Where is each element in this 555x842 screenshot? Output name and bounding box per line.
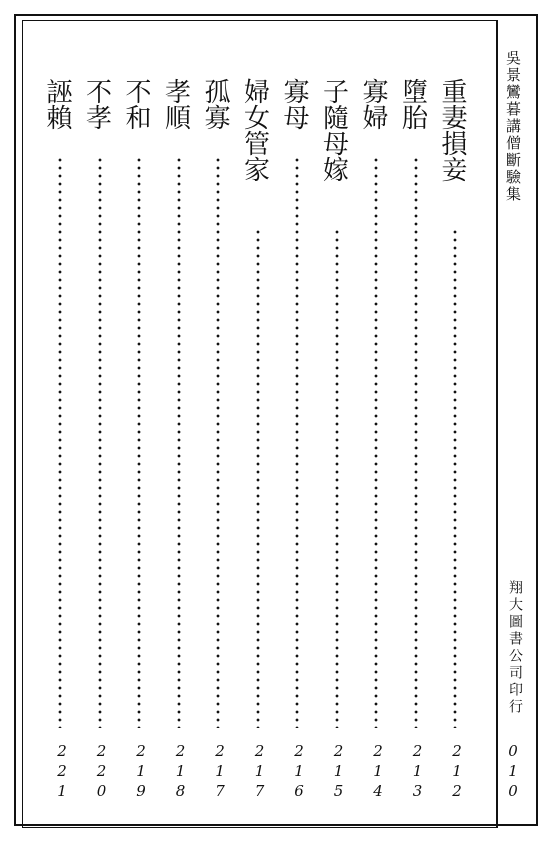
entry-title: 寡婦: [358, 78, 388, 130]
entry-page: 212: [448, 742, 466, 802]
entry-title: 不和: [121, 78, 151, 130]
entry-page: 220: [92, 742, 111, 802]
publisher-line: 翔大圖書公司印行: [507, 580, 523, 716]
entry-page: 218: [171, 742, 190, 802]
page-number: 010: [504, 742, 522, 802]
entry-page: 213: [408, 742, 427, 802]
entry-page: 221: [53, 742, 71, 802]
entry-title: 孝順: [160, 78, 191, 130]
entry-title: 婦女管家: [239, 78, 270, 182]
entry-title: 重妻損妾: [437, 78, 467, 182]
entry-title: 不孝: [81, 78, 112, 130]
dot-leader: [453, 228, 457, 728]
entry-page: 214: [369, 742, 387, 802]
dot-leader: [374, 156, 378, 728]
dot-leader: [256, 228, 260, 728]
dot-leader: [414, 156, 418, 728]
dot-leader: [98, 156, 102, 728]
entry-page: 217: [211, 742, 229, 802]
entry-title: 孤寡: [200, 78, 230, 130]
entry-title: 寡母: [279, 78, 309, 130]
dot-leader: [58, 156, 62, 728]
entry-page: 217: [250, 742, 269, 802]
dot-leader: [137, 156, 141, 728]
entry-title: 子隨母嫁: [318, 78, 349, 182]
entry-title: 墮胎: [397, 78, 428, 130]
entry-page: 219: [132, 742, 150, 802]
entry-page: 216: [290, 742, 308, 802]
entry-page: 215: [329, 742, 348, 802]
dot-leader: [177, 156, 181, 728]
dot-leader: [295, 156, 299, 728]
dot-leader: [216, 156, 220, 728]
entry-title: 誣賴: [42, 78, 72, 130]
dot-leader: [335, 228, 339, 728]
book-title: 吳景鸞暮講僧斷驗集: [504, 50, 522, 203]
